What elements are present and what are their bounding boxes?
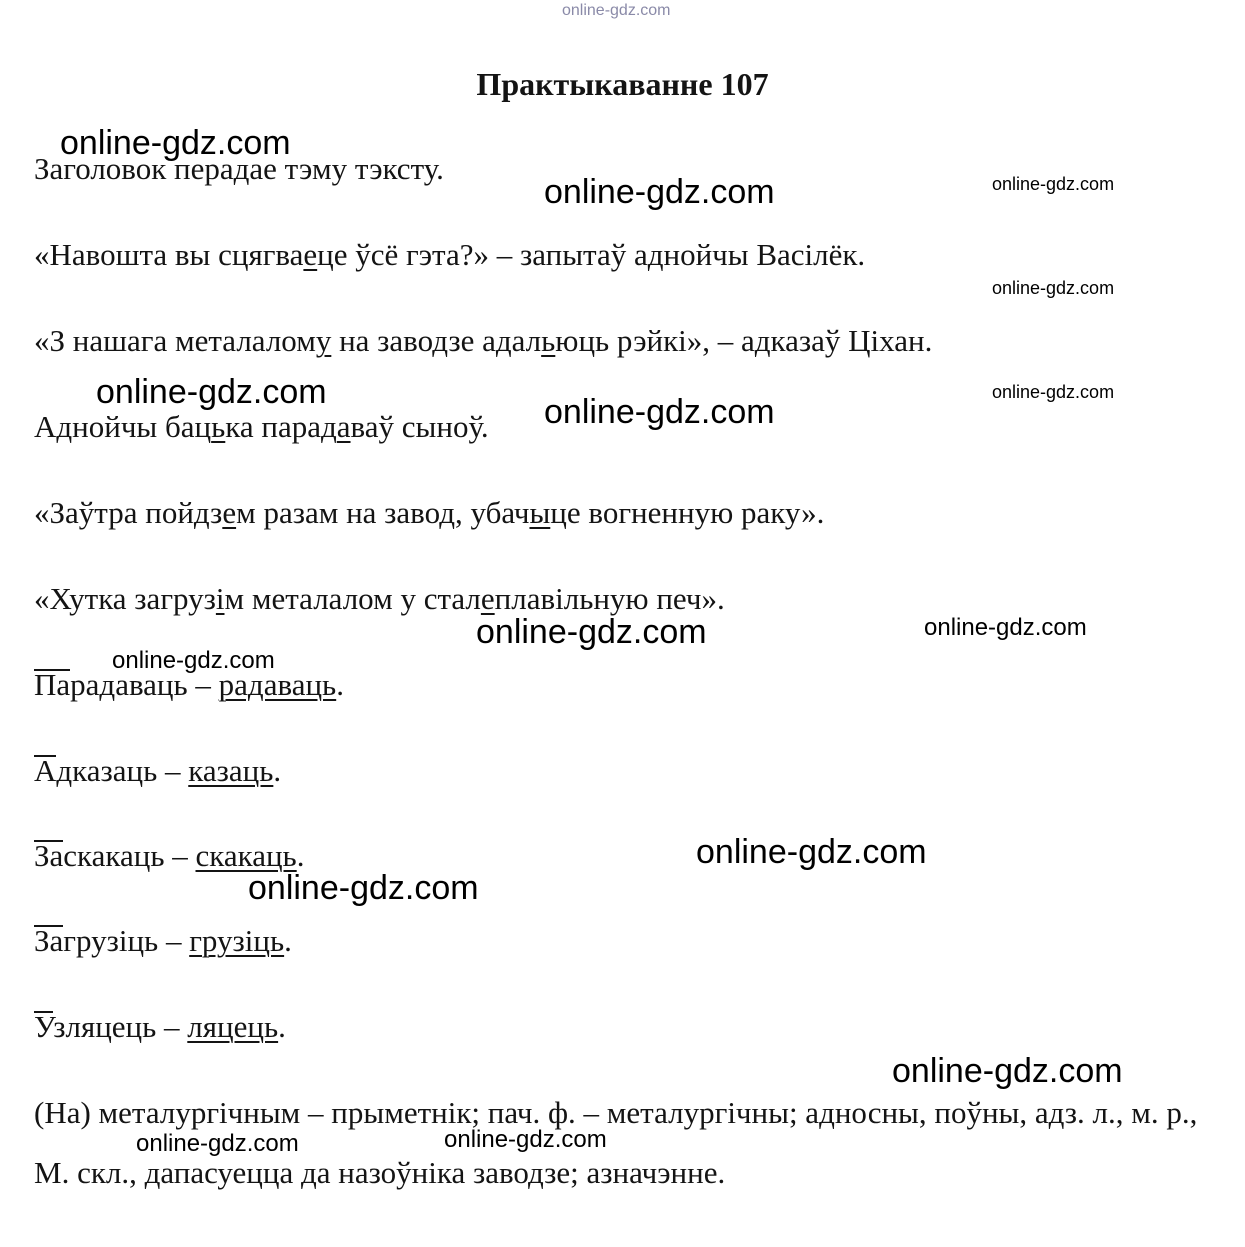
prefix: А <box>34 753 57 788</box>
watermark: online-gdz.com <box>544 393 775 431</box>
watermark: online-gdz.com <box>924 614 1087 641</box>
prefix: За <box>34 923 64 958</box>
word-analysis-5: Узляцець – ляцець. <box>34 1009 286 1044</box>
word-analysis-4: Загрузіць – грузіць. <box>34 923 292 958</box>
text-line-1: Заголовок перадае тэму тэксту. <box>34 151 444 186</box>
watermark: online-gdz.com <box>892 1052 1123 1090</box>
highlighted-letter: ы <box>529 495 551 530</box>
highlighted-letter: е <box>480 581 495 616</box>
highlighted-letter: а <box>336 409 351 444</box>
text-line-3: «З нашага металалому на заводзе адальюць рэйкі», – адказаў Ціхан. <box>34 323 933 358</box>
watermark: online-gdz.com <box>248 869 479 907</box>
base-word: ляцець <box>187 1009 279 1044</box>
prefix: Па <box>34 667 71 702</box>
prefix: За <box>34 838 64 873</box>
highlighted-letter: ь <box>211 409 226 444</box>
text-line-4: Аднойчы бацька парадаваў сыноў. <box>34 409 489 444</box>
base-word: скакаць <box>195 838 297 873</box>
watermark: online-gdz.com <box>60 124 291 162</box>
watermark: online-gdz.com <box>696 833 927 871</box>
highlighted-letter: і <box>215 581 225 616</box>
text-line-2: «Навошта вы сцягваеце ўсё гэта?» – запытаў аднойчы Васілёк. <box>34 237 866 272</box>
watermark: online-gdz.com <box>992 174 1115 194</box>
watermark: online-gdz.com <box>544 173 775 211</box>
text-line-5: «Заўтра пойдзем разам на завод, убачыце вогненную раку». <box>34 495 825 530</box>
base-word: радаваць <box>218 667 337 702</box>
watermark: online-gdz.com <box>476 613 707 651</box>
page-title: Практыкаванне 107 <box>476 66 769 102</box>
watermark: online-gdz.com <box>992 382 1115 402</box>
highlighted-letter: е <box>303 237 318 272</box>
word-analysis-1: Парадаваць – радаваць. <box>34 667 344 702</box>
watermark: online-gdz.com <box>992 278 1115 298</box>
prefix: У <box>34 1009 54 1044</box>
watermark: online-gdz.com <box>562 2 671 19</box>
watermark: online-gdz.com <box>112 647 275 674</box>
highlighted-letter: ь <box>541 323 556 358</box>
highlighted-letter: е <box>222 495 237 530</box>
watermark: online-gdz.com <box>96 373 327 411</box>
base-word: казаць <box>188 753 274 788</box>
morphological-analysis: (На) металургічным – прыметнік; пач. ф. – металургічны; адносны, поўны, адз. л., м. р., М. скл., дапасуецца да назоўніка заводзе; азначэнне. <box>34 1095 1198 1190</box>
watermark: online-gdz.com <box>444 1126 607 1153</box>
word-analysis-3: Заскакаць – скакаць. <box>34 838 305 873</box>
watermark: online-gdz.com <box>136 1130 299 1157</box>
highlighted-letter: у <box>315 323 332 358</box>
word-analysis-2: Адказаць – казаць. <box>34 753 282 788</box>
base-word: грузіць <box>189 923 285 958</box>
text-line-6: «Хутка загрузім металалом у сталеплавільную печ». <box>34 581 725 616</box>
